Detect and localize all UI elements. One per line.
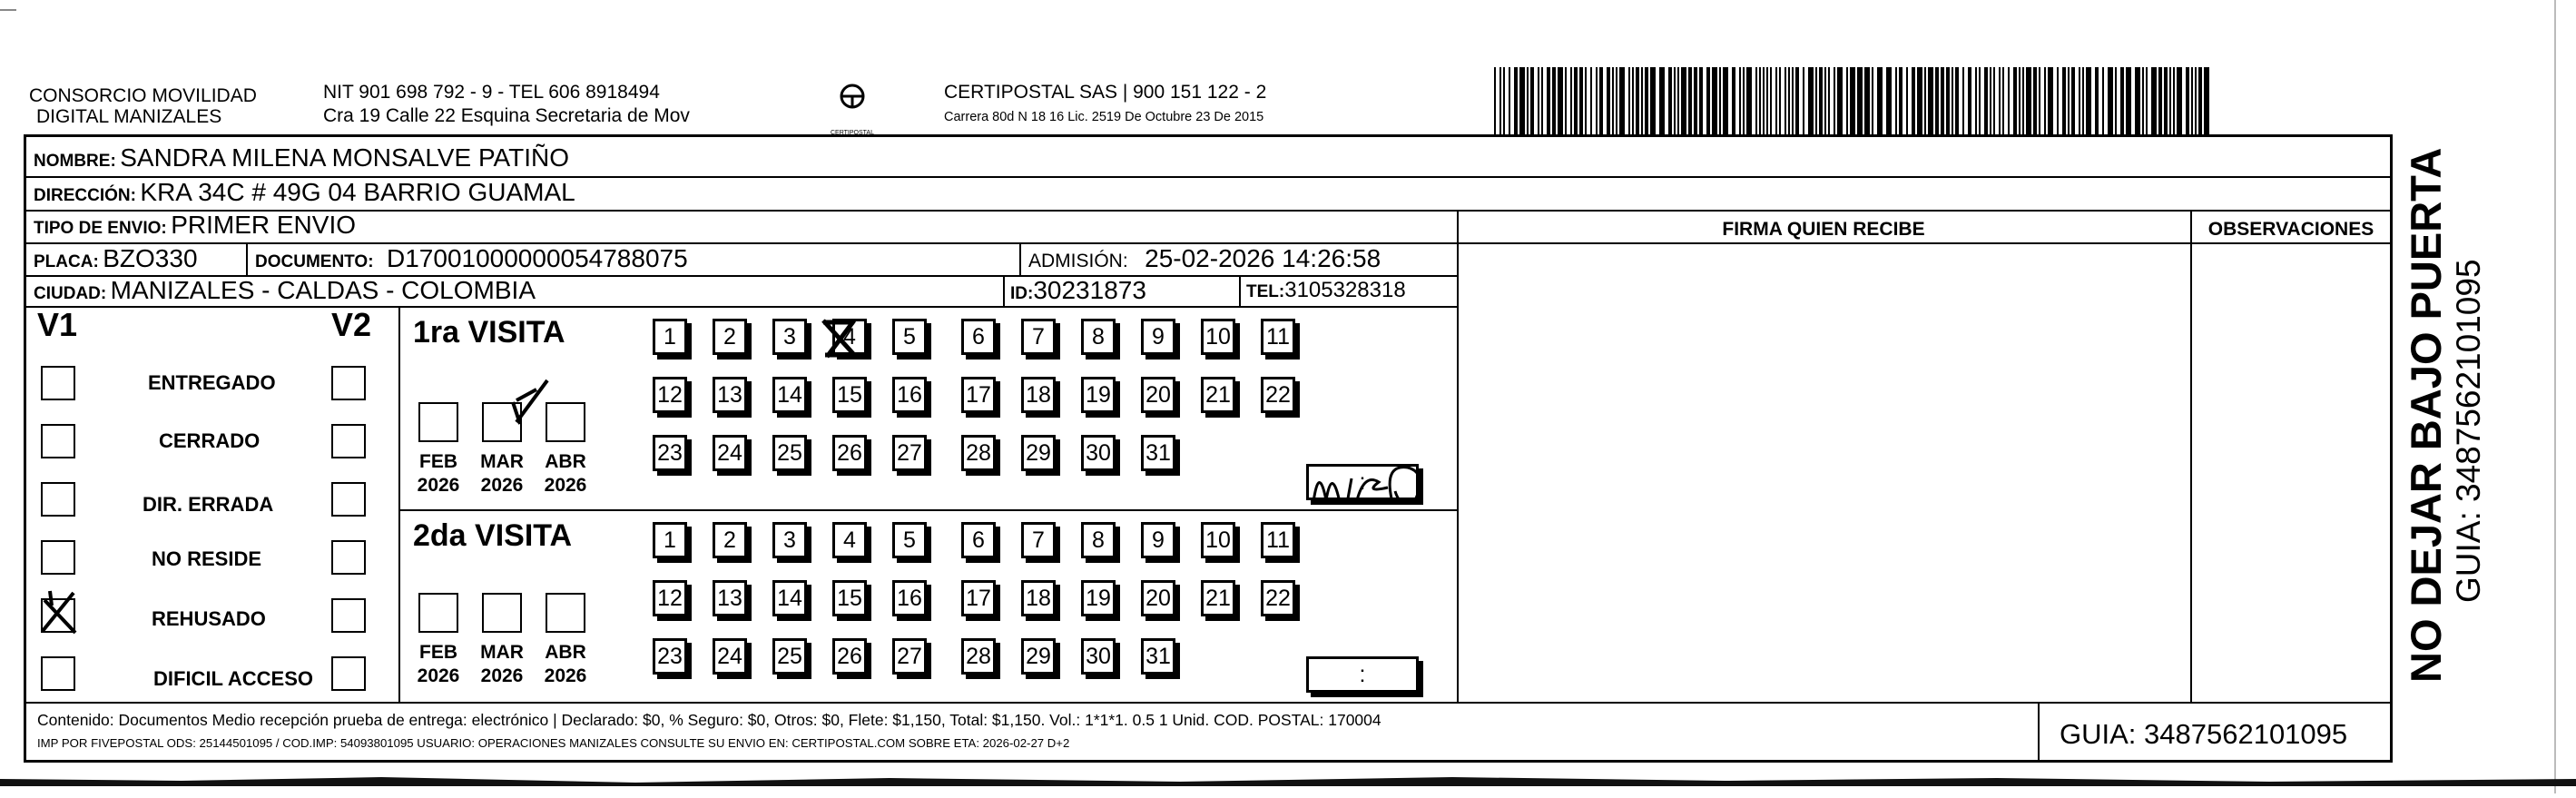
- carrier-line-1: CERTIPOSTAL SAS | 900 151 122 - 2: [944, 82, 1267, 103]
- visit2-time-box[interactable]: :: [1306, 656, 1419, 693]
- side-guia: GUIA: 3487562101095: [2450, 259, 2487, 603]
- v1-header: V1: [37, 306, 78, 343]
- id-value: 30231873: [1033, 276, 1146, 304]
- option-label: ENTREGADO: [148, 371, 276, 394]
- v1-checkbox[interactable]: [41, 366, 75, 400]
- v1-checkbox[interactable]: [41, 482, 75, 517]
- check-mark-icon: [818, 315, 863, 365]
- edge-line: [2554, 0, 2556, 793]
- nombre-value: SANDRA MILENA MONSALVE PATIÑO: [120, 143, 570, 172]
- tipo-row: [34, 210, 356, 245]
- day-box[interactable]: 28: [961, 435, 996, 471]
- divider: [1019, 242, 1021, 275]
- torn-edge: [0, 768, 2576, 798]
- day-box[interactable]: 29: [1021, 638, 1056, 675]
- day-box[interactable]: 26: [832, 638, 867, 675]
- day-box[interactable]: 20: [1141, 377, 1175, 413]
- footer-imp: IMP POR FIVEPOSTAL ODS: 25144501095 / COD.IMP: 54093801095 USUARIO: OPERACIONES MANIZALES CONSULTE SU ENVIO EN: CERTIPOSTAL.COM SOBRE ETA: 2026-02-27 D+2: [37, 736, 1070, 750]
- day-box[interactable]: 11: [1261, 319, 1295, 355]
- year-label: 2026: [480, 475, 524, 496]
- v2-checkbox[interactable]: [331, 598, 366, 633]
- check-mark-icon: [504, 375, 555, 430]
- month-label: MAR: [480, 451, 524, 472]
- year-label: 2026: [544, 475, 587, 496]
- check-mark-icon: [34, 586, 86, 643]
- day-box[interactable]: 9: [1141, 319, 1175, 355]
- divider: [26, 702, 2390, 704]
- divider: [1003, 275, 1005, 306]
- v2-checkbox[interactable]: [331, 656, 366, 691]
- visit2-title: 2da VISITA: [413, 518, 573, 553]
- day-box[interactable]: 28: [961, 638, 996, 675]
- year-label: 2026: [417, 665, 460, 686]
- day-box[interactable]: 2: [713, 319, 747, 355]
- divider: [26, 306, 1457, 308]
- id-label: ID:: [1010, 284, 1034, 303]
- day-box[interactable]: 30: [1081, 638, 1116, 675]
- day-box[interactable]: 8: [1081, 319, 1116, 355]
- documento-row: [255, 243, 688, 279]
- v2-checkbox[interactable]: [331, 366, 366, 400]
- day-box[interactable]: 5: [892, 319, 927, 355]
- year-label: 2026: [417, 475, 460, 496]
- direccion-row: [34, 177, 575, 212]
- delivery-form: [24, 134, 2393, 763]
- day-box[interactable]: 17: [961, 580, 996, 616]
- documento-label: DOCUMENTO:: [255, 252, 374, 271]
- day-box[interactable]: 7: [1021, 522, 1056, 558]
- day-box[interactable]: 23: [653, 435, 687, 471]
- divider: [1457, 242, 2390, 244]
- option-label: NO RESIDE: [152, 547, 262, 570]
- visit1-title: 1ra VISITA: [413, 315, 565, 350]
- side-warning: NO DEJAR BAJO PUERTA: [2402, 147, 2450, 683]
- nombre-row: [34, 143, 569, 178]
- month-label: MAR: [480, 642, 524, 663]
- day-box[interactable]: 15: [832, 580, 867, 616]
- barcode: [1494, 67, 2220, 134]
- v2-header: V2: [331, 306, 372, 343]
- month-checkbox[interactable]: [482, 593, 522, 633]
- tel-label: TEL:: [1246, 282, 1285, 301]
- day-box[interactable]: 14: [772, 580, 807, 616]
- month-label: ABR: [545, 642, 586, 663]
- logo-text: CERTIPOSTAL: [831, 130, 874, 136]
- direccion-label: DIRECCIÓN:: [34, 186, 136, 205]
- day-box[interactable]: 27: [892, 638, 927, 675]
- nit-line-1: NIT 901 698 792 - 9 - TEL 606 8918494: [323, 82, 660, 103]
- day-box[interactable]: 22: [1261, 580, 1295, 616]
- month-checkbox[interactable]: [418, 402, 458, 442]
- option-label: CERRADO: [159, 429, 261, 452]
- day-box[interactable]: 5: [892, 522, 927, 558]
- option-label: DIR. ERRADA: [143, 493, 274, 516]
- day-box[interactable]: 1: [653, 522, 687, 558]
- footer-contenido: Contenido: Documentos Medio recepción prueba de entrega: electrónico | Declarado: $0, % Seguro: $0, Otros: $0, Flete: $1,150, Total: $1,150. Vol.: 1*1*1. 0.5 1 Unid. COD. POSTAL: 170004: [37, 711, 1381, 729]
- month-label: FEB: [419, 451, 457, 472]
- option-label: DIFICIL ACCESO: [153, 667, 314, 690]
- day-box[interactable]: 13: [713, 580, 747, 616]
- day-box[interactable]: 2: [713, 522, 747, 558]
- divider: [246, 242, 248, 275]
- day-box[interactable]: 7: [1021, 319, 1056, 355]
- divider: [1239, 275, 1241, 306]
- documento-value: D17001000000054788075: [387, 244, 688, 272]
- v2-checkbox[interactable]: [331, 424, 366, 458]
- day-box[interactable]: 24: [713, 638, 747, 675]
- day-box[interactable]: 31: [1141, 435, 1175, 471]
- day-box[interactable]: 16: [892, 377, 927, 413]
- nombre-label: NOMBRE:: [34, 152, 116, 171]
- visit1-time-box[interactable]: :: [1306, 464, 1419, 500]
- year-label: 2026: [544, 665, 587, 686]
- month-label: ABR: [545, 451, 586, 472]
- footer-guia: GUIA: 3487562101095: [2060, 718, 2348, 750]
- tel-row: [1246, 275, 1406, 309]
- day-box[interactable]: 21: [1201, 377, 1235, 413]
- day-box[interactable]: 27: [892, 435, 927, 471]
- divider: [2190, 210, 2192, 703]
- day-box[interactable]: 12: [653, 377, 687, 413]
- day-box[interactable]: 8: [1081, 522, 1116, 558]
- day-box[interactable]: 22: [1261, 377, 1295, 413]
- company-line-1: CONSORCIO MOVILIDAD: [29, 85, 257, 106]
- v1-checkbox[interactable]: [41, 424, 75, 458]
- day-box[interactable]: 10: [1201, 522, 1235, 558]
- day-box[interactable]: 20: [1141, 580, 1175, 616]
- day-box[interactable]: 30: [1081, 435, 1116, 471]
- admision-label: ADMISIÓN:: [1028, 251, 1128, 271]
- day-box[interactable]: 9: [1141, 522, 1175, 558]
- day-box[interactable]: 23: [653, 638, 687, 675]
- day-box[interactable]: 19: [1081, 377, 1116, 413]
- company-line-2: DIGITAL MANIZALES: [36, 106, 222, 127]
- year-label: 2026: [480, 665, 524, 686]
- day-box[interactable]: 21: [1201, 580, 1235, 616]
- day-box[interactable]: 12: [653, 580, 687, 616]
- day-box[interactable]: 17: [961, 377, 996, 413]
- day-box[interactable]: 19: [1081, 580, 1116, 616]
- handwritten-scribble: [1301, 446, 1437, 523]
- option-label: REHUSADO: [152, 607, 266, 630]
- day-box[interactable]: 1: [653, 319, 687, 355]
- carrier-line-2: Carrera 80d N 18 16 Lic. 2519 De Octubre 23 De 2015: [944, 110, 1264, 124]
- divider: [26, 210, 2390, 212]
- placa-label: PLACA:: [34, 252, 99, 271]
- day-box[interactable]: 3: [772, 319, 807, 355]
- day-box[interactable]: 6: [961, 319, 996, 355]
- day-box[interactable]: 29: [1021, 435, 1056, 471]
- ciudad-value: MANIZALES - CALDAS - COLOMBIA: [110, 276, 536, 304]
- divider: [398, 306, 400, 703]
- v1-checkbox[interactable]: [41, 540, 75, 575]
- day-box[interactable]: 3: [772, 522, 807, 558]
- day-box[interactable]: 31: [1141, 638, 1175, 675]
- day-box[interactable]: 10: [1201, 319, 1235, 355]
- top-edge-mark: [0, 9, 16, 11]
- month-checkbox[interactable]: [546, 593, 585, 633]
- day-box[interactable]: 25: [772, 638, 807, 675]
- placa-row: [34, 243, 198, 279]
- day-box[interactable]: 13: [713, 377, 747, 413]
- divider: [2038, 702, 2040, 760]
- direccion-value: KRA 34C # 49G 04 BARRIO GUAMAL: [140, 178, 575, 206]
- day-box[interactable]: 15: [832, 377, 867, 413]
- placa-value: BZO330: [103, 244, 198, 272]
- v1-checkbox[interactable]: [41, 656, 75, 691]
- v2-checkbox[interactable]: [331, 482, 366, 517]
- observaciones-header: OBSERVACIONES: [2207, 219, 2374, 240]
- day-box[interactable]: 6: [961, 522, 996, 558]
- divider: [1457, 210, 1459, 703]
- v2-checkbox[interactable]: [331, 540, 366, 575]
- tipo-value: PRIMER ENVIO: [171, 211, 357, 239]
- day-box[interactable]: 14: [772, 377, 807, 413]
- nit-line-2: Cra 19 Calle 22 Esquina Secretaria de Mov: [323, 105, 690, 126]
- day-box[interactable]: 4: [832, 522, 867, 558]
- firma-header: FIRMA QUIEN RECIBE: [1722, 219, 1925, 240]
- tel-value: 3105328318: [1284, 278, 1406, 302]
- day-box[interactable]: 25: [772, 435, 807, 471]
- day-box[interactable]: 11: [1261, 522, 1295, 558]
- month-checkbox[interactable]: [418, 593, 458, 633]
- tipo-label: TIPO DE ENVIO:: [34, 219, 167, 238]
- day-box[interactable]: 18: [1021, 377, 1056, 413]
- admision-value: 25-02-2026 14:26:58: [1145, 244, 1381, 272]
- day-box[interactable]: 24: [713, 435, 747, 471]
- admision-row: [1028, 243, 1381, 279]
- day-box[interactable]: 26: [832, 435, 867, 471]
- day-box[interactable]: 18: [1021, 580, 1056, 616]
- day-box[interactable]: 4: [832, 319, 867, 355]
- day-box[interactable]: 16: [892, 580, 927, 616]
- divider: [398, 509, 1457, 511]
- certipostal-logo: [831, 82, 874, 136]
- month-label: FEB: [419, 642, 457, 663]
- ciudad-label: CIUDAD:: [34, 284, 107, 303]
